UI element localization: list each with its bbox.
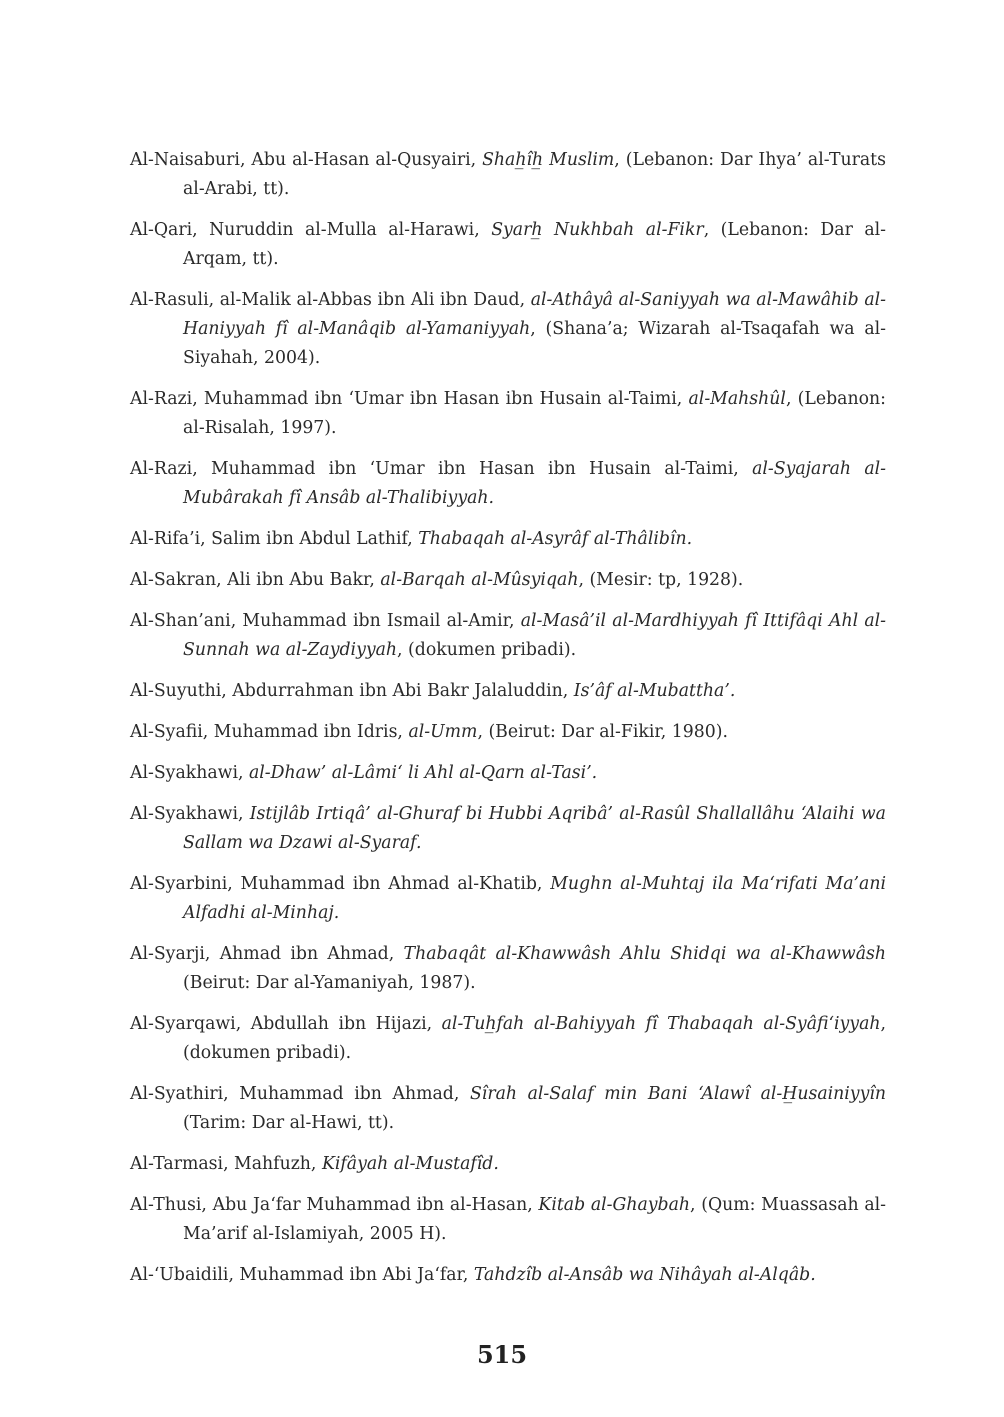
bibliography-entry: Al-Syarqawi, Abdullah ibn Hijazi, al-Tuh̲fah al-Bahiyyah fî Thabaqah al-Syâfi‘iyyah, (dokumen pribadi).: [130, 1014, 886, 1063]
bibliography-entry: Al-Sakran, Ali ibn Abu Bakr, al-Barqah al-Mûsyiqah, (Mesir: tp, 1928).: [130, 570, 744, 590]
bibliography-entry: Al-Thusi, Abu Ja‘far Muhammad ibn al-Hasan, Kitab al-Ghaybah, (Qum: Muassasah al-Ma’arif al-Islamiyah, 2005 H).: [130, 1195, 887, 1244]
bibliography-entry: Al-Razi, Muhammad ibn ‘Umar ibn Hasan ibn Husain al-Taimi, al-Mahshûl, (Lebanon: al-Risalah, 1997).: [130, 389, 886, 438]
bibliography-entry: Al-Tarmasi, Mahfuzh, Kifâyah al-Mustafîd.: [130, 1154, 499, 1174]
bibliography-entry: Al-Shan’ani, Muhammad ibn Ismail al-Amir, al-Masâ’il al-Mardhiyyah fî Ittifâqi Ahl al-Sunnah wa al-Zaydiyyah, (dokumen pribadi).: [130, 611, 886, 660]
bibliography-entry: Al-Syarbini, Muhammad ibn Ahmad al-Khatib, Mughn al-Muhtaj ila Ma‘rifati Ma’ani Alfadhi al-Minhaj.: [130, 874, 887, 923]
bibliography-entry: Al-Rifa’i, Salim ibn Abdul Lathif, Thabaqah al-Asyrâf al-Thâlibîn.: [130, 529, 693, 549]
bibliography-entry: Al-Syakhawi, Istijlâb Irtiqâ’ al-Ghuraf bi Hubbi Aqribâ’ al-Rasûl Shallallâhu ‘Alaihi wa Sallam wa Dzawi al-Syaraf.: [130, 804, 886, 853]
bibliography-entry: Al-Syafii, Muhammad ibn Idris, al-Umm, (Beirut: Dar al-Fikir, 1980).: [130, 722, 728, 742]
bibliography-entry: Al-Razi, Muhammad ibn ‘Umar ibn Hasan ibn Husain al-Taimi, al-Syajarah al-Mubârakah fî Ansâb al-Thalibiyyah.: [130, 459, 886, 508]
bibliography-entry: Al-‘Ubaidili, Muhammad ibn Abi Ja‘far, Tahdzîb al-Ansâb wa Nihâyah al-Alqâb.: [130, 1265, 816, 1285]
bibliography-entry: Al-Syathiri, Muhammad ibn Ahmad, Sîrah al-Salaf min Bani ‘Alawî al-H̲usainiyyîn (Tarim: Dar al-Hawi, tt).: [130, 1084, 886, 1133]
bibliography-entry: Al-Qari, Nuruddin al-Mulla al-Harawi, Syarh̲ Nukhbah al-Fikr, (Lebanon: Dar al-Arqam, tt).: [130, 220, 886, 269]
bibliography-entry: Al-Syarji, Ahmad ibn Ahmad, Thabaqât al-Khawwâsh Ahlu Shidqi wa al-Khawwâsh (Beirut: Dar al-Yamaniyah, 1987).: [130, 944, 886, 993]
bibliography-entry: Al-Syakhawi, al-Dhaw’ al-Lâmi‘ li Ahl al-Qarn al-Tasi’.: [130, 763, 598, 783]
page-number: 515: [476, 1340, 528, 1369]
bibliography-entry: Al-Suyuthi, Abdurrahman ibn Abi Bakr Jalaluddin, Is’âf al-Mubattha’.: [130, 681, 736, 701]
bibliography-list: [130, 146, 886, 1302]
bibliography-entry: Al-Rasuli, al-Malik al-Abbas ibn Ali ibn Daud, al-Athâyâ al-Saniyyah wa al-Mawâhib al-Haniyyah fî al-Manâqib al-Yamaniyyah, (Shana’a; Wizarah al-Tsaqafah wa al-Siyahah, 2004).: [130, 290, 887, 368]
bibliography-entry: Al-Naisaburi, Abu al-Hasan al-Qusyairi, Shah̲îh̲ Muslim, (Lebanon: Dar Ihya’ al-Turats al-Arabi, tt).: [130, 150, 886, 199]
